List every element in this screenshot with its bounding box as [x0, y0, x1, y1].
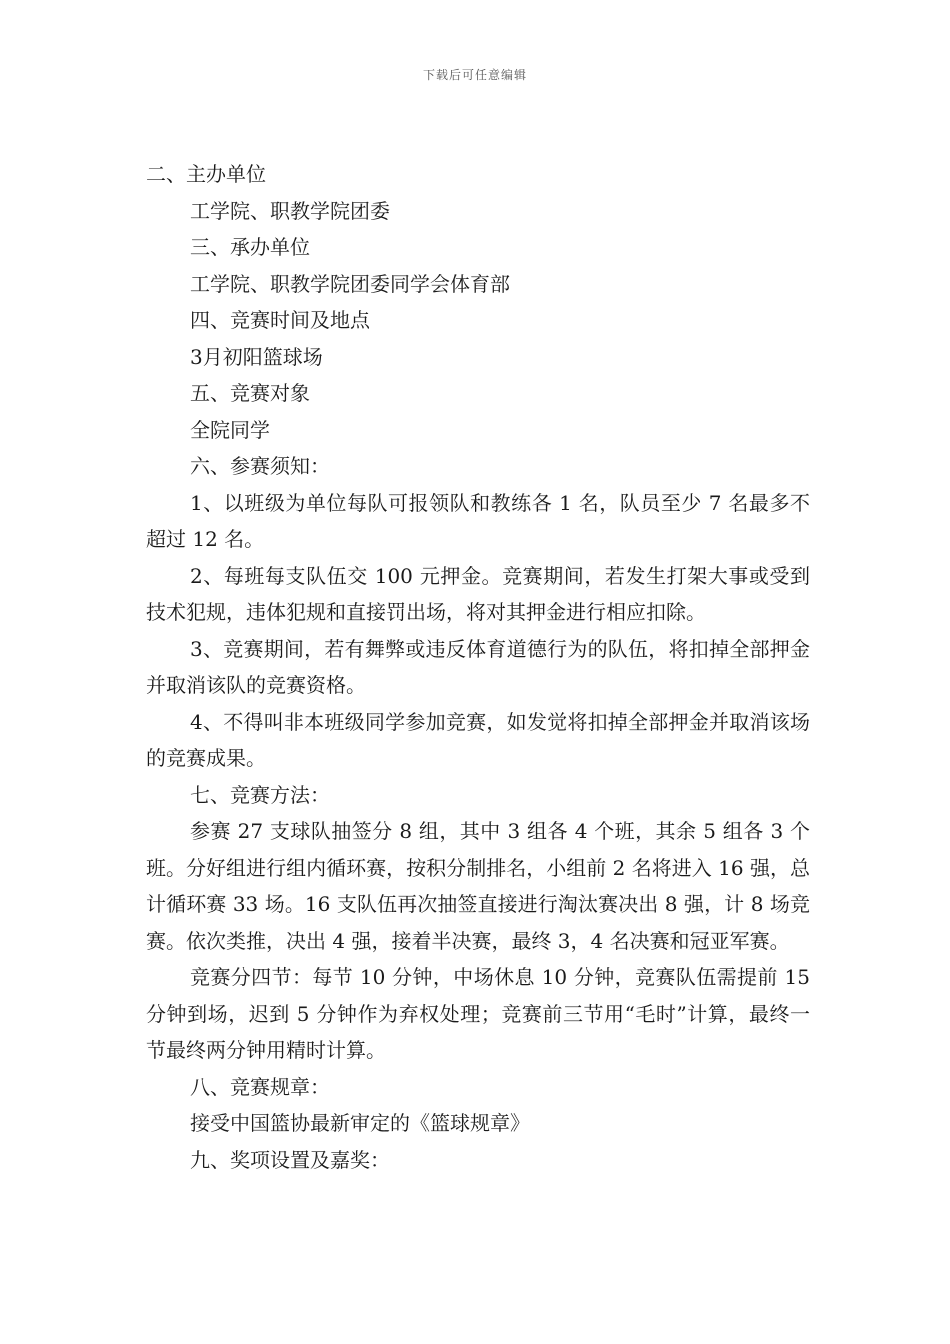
section-heading-time-place: 四、竞赛时间及地点 — [190, 308, 370, 332]
time-place-text: 3月初阳篮球场 — [190, 344, 323, 369]
host-text: 工学院、职教学院团委同学会体育部 — [190, 271, 510, 296]
section-heading-notice: 六、参赛须知： — [190, 454, 330, 478]
rule-paragraph: 2、每班每支队伍交 100 元押金。竞赛期间，若发生打架大事或受到技术犯规，违体犯规和直接罚出场，将对其押金进行相应扣除。 — [146, 563, 810, 624]
regulation-text: 接受中国篮协最新审定的《篮球规章》 — [190, 1111, 530, 1135]
section-heading-host: 三、承办单位 — [190, 235, 310, 259]
page-header: 下载后可任意编辑 — [422, 68, 527, 82]
section-heading-method: 七、竞赛方法： — [190, 782, 330, 807]
document-body — [146, 156, 810, 1178]
section-heading-awards: 九、奖项设置及嘉奖： — [190, 1147, 390, 1172]
section-heading-participants: 五、竞赛对象 — [190, 381, 310, 405]
section-heading-organizer: 二、主办单位 — [146, 162, 266, 186]
section-heading-regulation: 八、竞赛规章： — [190, 1074, 330, 1099]
rule-paragraph: 3、竞赛期间，若有舞弊或违反体育道德行为的队伍，将扣掉全部押金并取消该队的竞赛资格。 — [146, 636, 810, 697]
participants-text: 全院同学 — [190, 417, 270, 442]
rule-paragraph: 1、以班级为单位每队可报领队和教练各 1 名，队员至少 7 名最多不超过 12 名。 — [146, 490, 810, 551]
organizer-text: 工学院、职教学院团委 — [190, 198, 390, 223]
rule-paragraph: 4、不得叫非本班级同学参加竞赛，如发觉将扣掉全部押金并取消该场的竞赛成果。 — [146, 709, 810, 770]
method-paragraph: 竞赛分四节：每节 10 分钟，中场休息 10 分钟，竞赛队伍需提前 15 分钟到场，迟到 5 分钟作为弃权处理；竞赛前三节用“毛时”计算，最终一节最终两分钟用精时计算。 — [146, 965, 810, 1062]
method-paragraph: 参赛 27 支球队抽签分 8 组，其中 3 组各 4 个班，其余 5 组各 3 个班。分好组进行组内循环赛，按积分制排名，小组前 2 名将进入 16 强，总计循环赛 33 场。16 支队伍再次抽签直接进行淘汰赛决出 8 强，计 8 场竞赛。依次类推，决出 4 强，接着半决赛，最终 3，4 名决赛和冠亚军赛。 — [146, 819, 810, 953]
